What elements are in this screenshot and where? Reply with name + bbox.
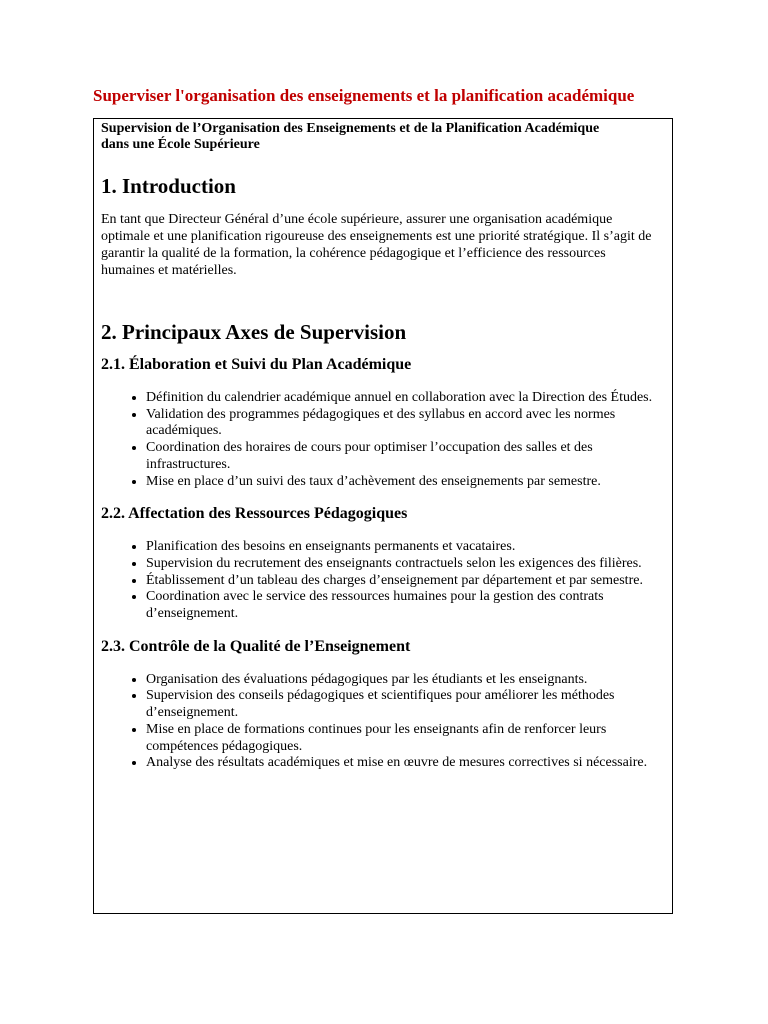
list-item: • Mise en place d’un suivi des taux d’achèvement des enseignements par semestre. [146, 474, 661, 491]
list-item: • Coordination avec le service des ressources humaines pour la gestion des contrats d’enseignement. [146, 589, 661, 622]
list-item: • Organisation des évaluations pédagogiques par les étudiants et les enseignants. [146, 672, 661, 689]
document-frame [93, 118, 673, 914]
introduction-paragraph: En tant que Directeur Général d’une école supérieure, assurer une organisation académique optimale et une planification rigoureuse des enseignements est une priorité stratégique. Il s’agit de garantir la qualité de la formation, la cohérence pédagogique et l’efficience des ressources humaines et matérielles. [101, 212, 652, 278]
subtitle-line-2: dans une École Supérieure [101, 137, 260, 152]
list-item: • Établissement d’un tableau des charges d’enseignement par département et par semestre. [146, 573, 661, 590]
subtitle-line-1: Supervision de l’Organisation des Enseignements et de la Planification Académique [101, 121, 600, 136]
subsection-2-2-list [101, 539, 661, 623]
list-item: • Planification des besoins en enseignants permanents et vacataires. [146, 539, 661, 556]
document-subtitle [101, 121, 661, 153]
subsection-2-3-heading: 2.3. Contrôle de la Qualité de l’Enseignement [101, 637, 411, 655]
list-item: • Supervision du recrutement des enseignants contractuels selon les exigences des filières. [146, 556, 661, 573]
section-1-heading: 1. Introduction [101, 174, 236, 198]
subsection-2-2-heading: 2.2. Affectation des Ressources Pédagogiques [101, 505, 408, 523]
section-2-heading: 2. Principaux Axes de Supervision [101, 320, 407, 344]
page-title: Superviser l'organisation des enseignements et la planification académique [93, 86, 635, 105]
list-item: • Coordination des horaires de cours pour optimiser l’occupation des salles et des infrastructures. [146, 440, 661, 473]
list-item: • Supervision des conseils pédagogiques et scientifiques pour améliorer les méthodes d’enseignement. [146, 688, 661, 721]
subsection-2-3-list [101, 672, 661, 772]
subsection-2-1-heading: 2.1. Élaboration et Suivi du Plan Académique [101, 356, 412, 373]
list-item: • Mise en place de formations continues pour les enseignants afin de renforcer leurs compétences pédagogiques. [146, 722, 661, 755]
subsection-2-1-list [101, 390, 661, 490]
document-content [101, 121, 661, 772]
list-item: • Analyse des résultats académiques et mise en œuvre de mesures correctives si nécessaire. [146, 755, 661, 772]
list-item: • Validation des programmes pédagogiques et des syllabus en accord avec les normes académiques. [146, 407, 661, 440]
list-item: • Définition du calendrier académique annuel en collaboration avec la Direction des Études. [146, 390, 661, 407]
